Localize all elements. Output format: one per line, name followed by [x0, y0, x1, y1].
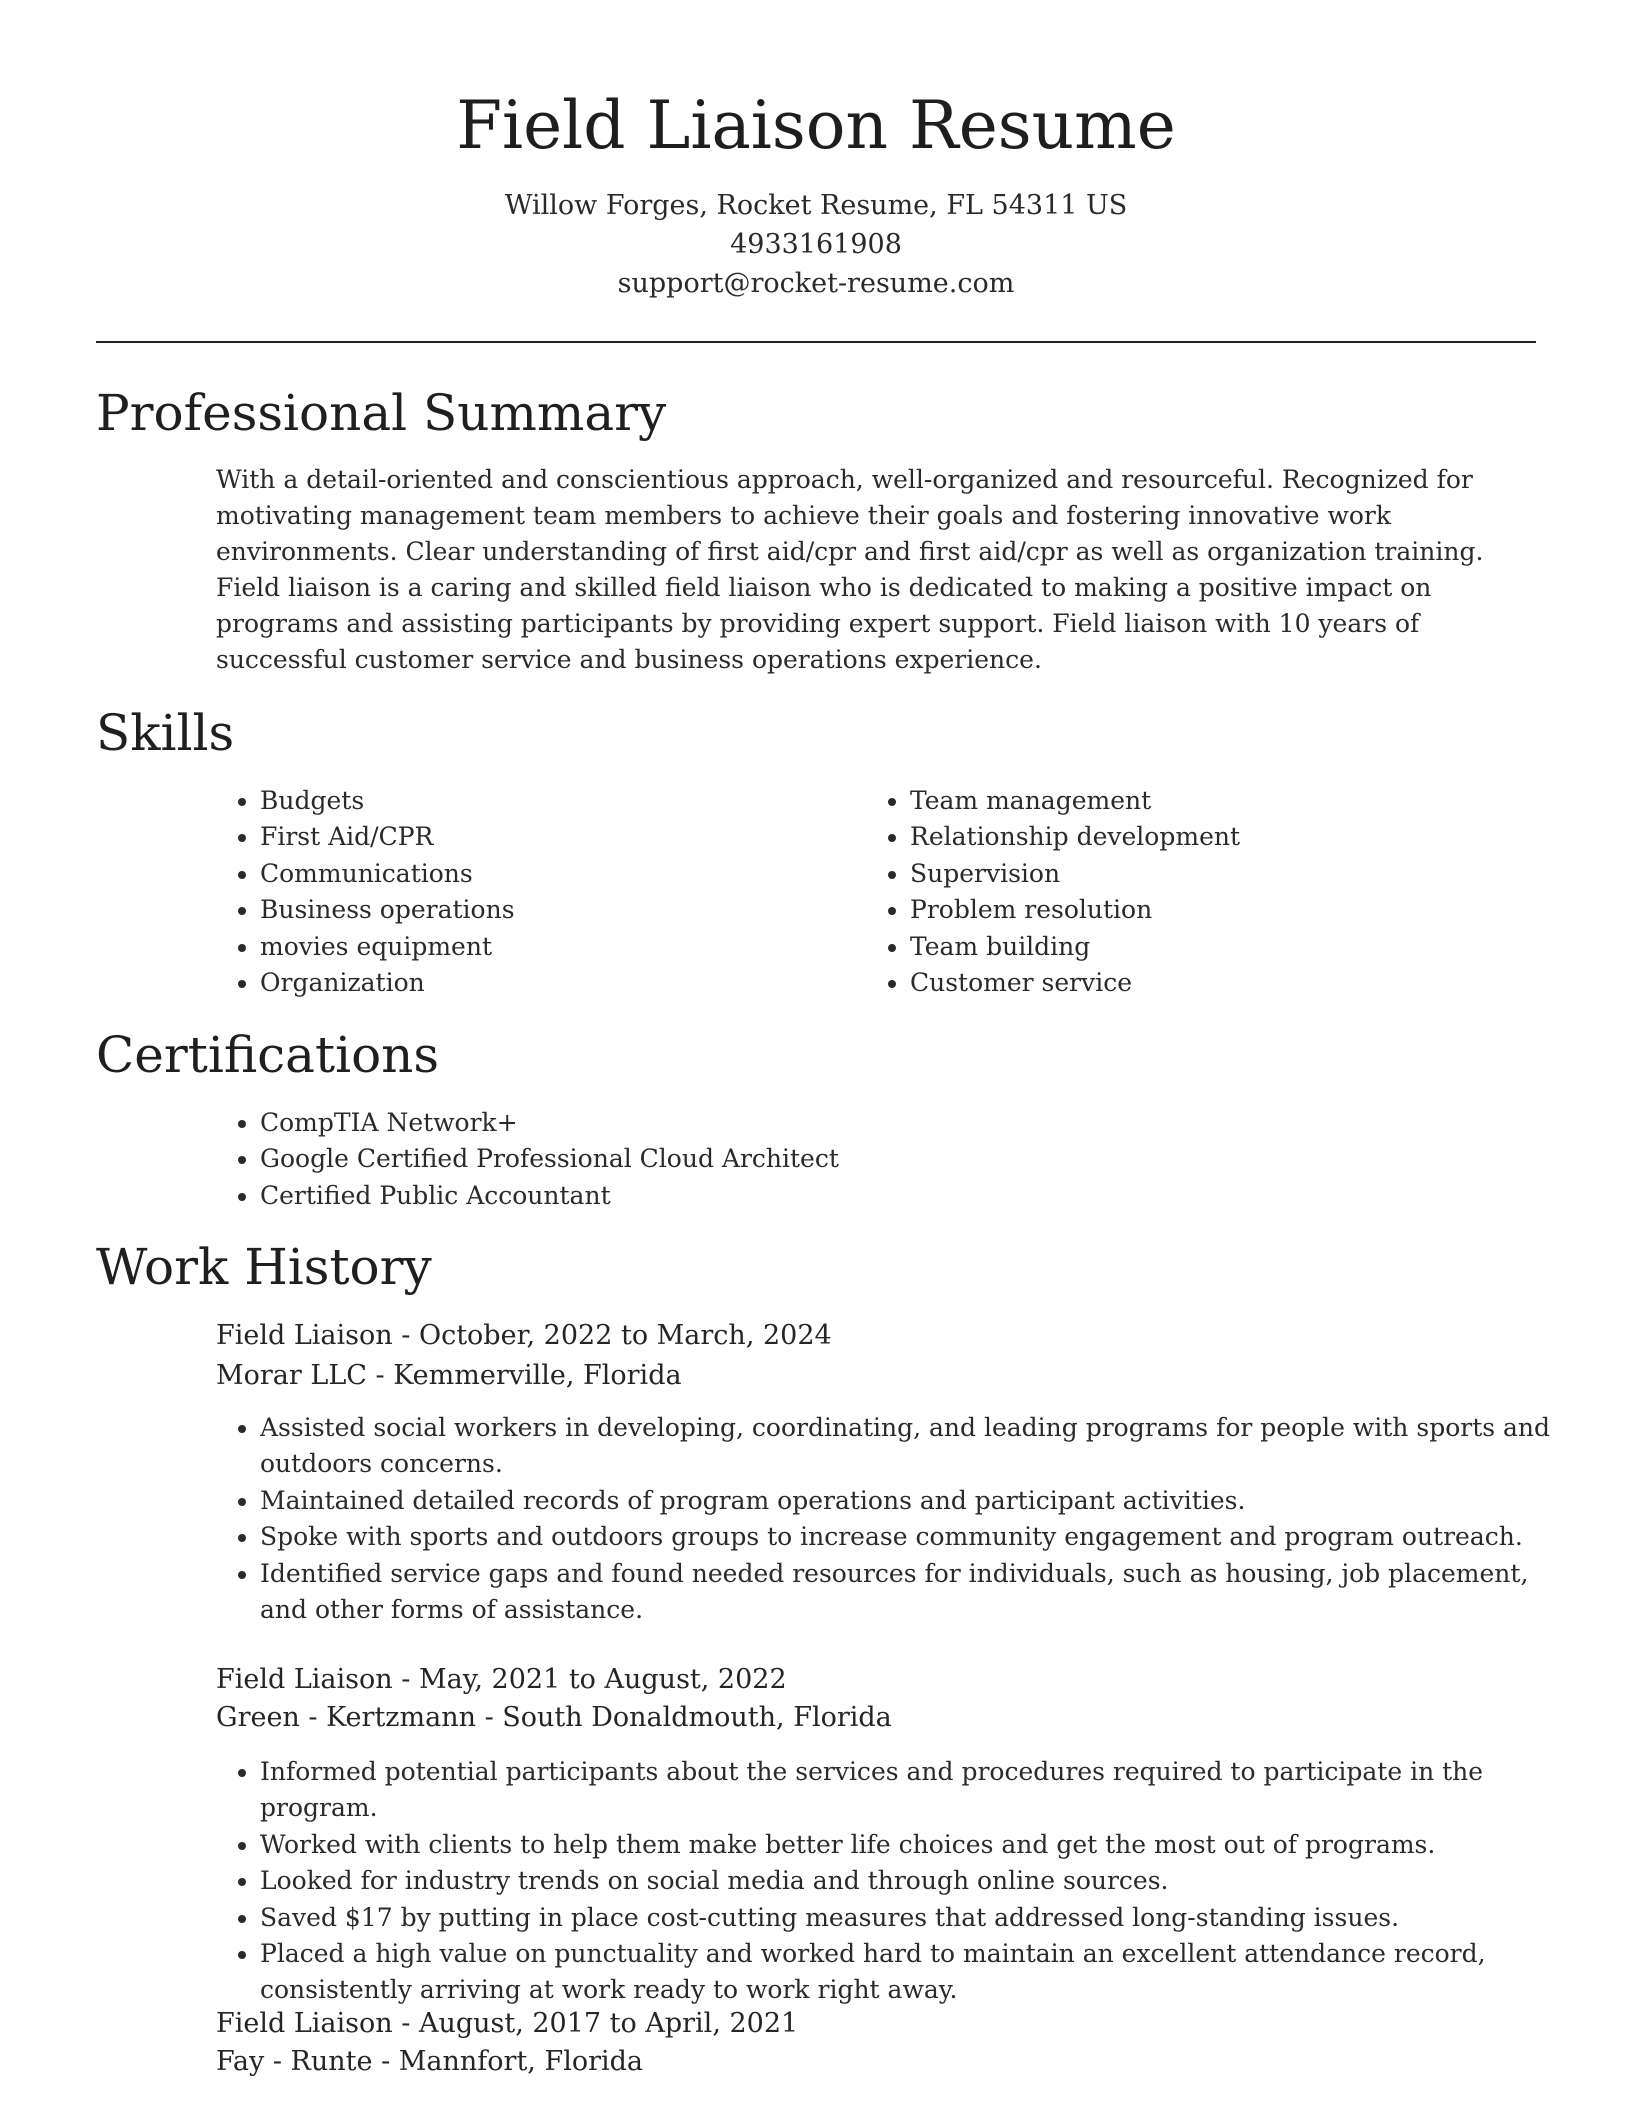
skills-heading: Skills — [96, 704, 235, 762]
summary-heading: Professional Summary — [96, 384, 667, 442]
skill-item: • Organization — [260, 965, 860, 1001]
contact-email: support@rocket-resume.com — [617, 268, 1015, 299]
skills-list-left — [216, 783, 860, 1001]
skill-item: • Relationship development — [910, 819, 1550, 855]
job-location: - Kemmerville, Florida — [366, 1360, 682, 1391]
job-bullet: • Placed a high value on punctuality and worked hard to maintain an excellent attendance record, consistently arriving at work ready to work right away. — [260, 1936, 1580, 2009]
skill-item: • Team building — [910, 929, 1550, 965]
job-bullet: • Worked with clients to help them make better life choices and get the most out of programs. — [260, 1827, 1580, 1863]
certification-item: • Certified Public Accountant — [260, 1178, 1460, 1214]
job-bullet: • Spoke with sports and outdoors groups to increase community engagement and program outreach. — [260, 1519, 1580, 1555]
certification-item: • CompTIA Network+ — [260, 1105, 1460, 1141]
header-divider — [96, 341, 1536, 343]
job-bullet: • Saved $17 by putting in place cost-cutting measures that addressed long-standing issues. — [260, 1900, 1580, 1936]
skill-item: • Business operations — [260, 892, 860, 928]
skill-item: • Team management — [910, 783, 1550, 819]
contact-info — [96, 186, 1536, 303]
job-location: - Mannfort, Florida — [372, 2046, 644, 2077]
skill-item: • movies equipment — [260, 929, 860, 965]
skill-item: • Supervision — [910, 856, 1550, 892]
job-title-line — [216, 1660, 787, 1700]
job-role: Field Liaison — [216, 1664, 393, 1695]
job-title-line — [216, 1316, 832, 1356]
job-company-line — [216, 2042, 643, 2082]
job-role: Field Liaison — [216, 2008, 393, 2039]
job-bullet: • Identified service gaps and found needed resources for individuals, such as housing, job placement, and other forms of assistance. — [260, 1556, 1580, 1629]
job-dates: - October, 2022 to March, 2024 — [392, 1320, 832, 1351]
job-company: Green - Kertzmann — [216, 1702, 476, 1733]
job-company: Morar LLC — [216, 1360, 367, 1391]
job-location: - South Donaldmouth, Florida — [476, 1702, 892, 1733]
contact-address: Willow Forges, Rocket Resume, FL 54311 US — [504, 190, 1128, 221]
skill-item: • First Aid/CPR — [260, 819, 860, 855]
job-bullets — [216, 1410, 1580, 1628]
job-title-line — [216, 2004, 798, 2044]
skill-item: • Communications — [260, 856, 860, 892]
job-dates: - May, 2021 to August, 2022 — [392, 1664, 787, 1695]
job-company-line — [216, 1698, 892, 1738]
certification-item: • Google Certified Professional Cloud Architect — [260, 1141, 1460, 1177]
work-history-heading: Work History — [96, 1238, 432, 1296]
contact-phone: 4933161908 — [730, 229, 902, 260]
job-company-line — [216, 1356, 682, 1396]
skills-list-right — [866, 783, 1550, 1001]
skill-item: • Problem resolution — [910, 892, 1550, 928]
summary-text: With a detail-oriented and conscientious approach, well-organized and resourceful. Recognized for motivating management team members to achieve their goals and fostering innovative work environments. Clear understanding of first aid/cpr and first aid/cpr as well as organization training. Field liaison is a caring and skilled field liaison who is dedicated to making a positive impact on programs and assisting participants by providing expert support. Field liaison with 10 years of successful customer service and business operations experience. — [216, 465, 1484, 674]
job-bullet: • Looked for industry trends on social media and through online sources. — [260, 1863, 1580, 1899]
job-dates: - August, 2017 to April, 2021 — [392, 2008, 799, 2039]
certifications-heading: Certifications — [96, 1026, 440, 1084]
job-bullet: • Maintained detailed records of program operations and participant activities. — [260, 1483, 1580, 1519]
skill-item: • Budgets — [260, 783, 860, 819]
resume-title: Field Liaison Resume — [456, 87, 1176, 164]
job-bullets — [216, 1754, 1580, 2009]
job-bullet: • Informed potential participants about the services and procedures required to participate in the program. — [260, 1754, 1580, 1827]
skill-item: • Customer service — [910, 965, 1550, 1001]
resume-header — [96, 82, 1536, 303]
certifications-list — [216, 1105, 1460, 1214]
job-company: Fay - Runte — [216, 2046, 373, 2077]
job-role: Field Liaison — [216, 1320, 393, 1351]
job-bullet: • Assisted social workers in developing, coordinating, and leading programs for people with sports and outdoors concerns. — [260, 1410, 1580, 1483]
